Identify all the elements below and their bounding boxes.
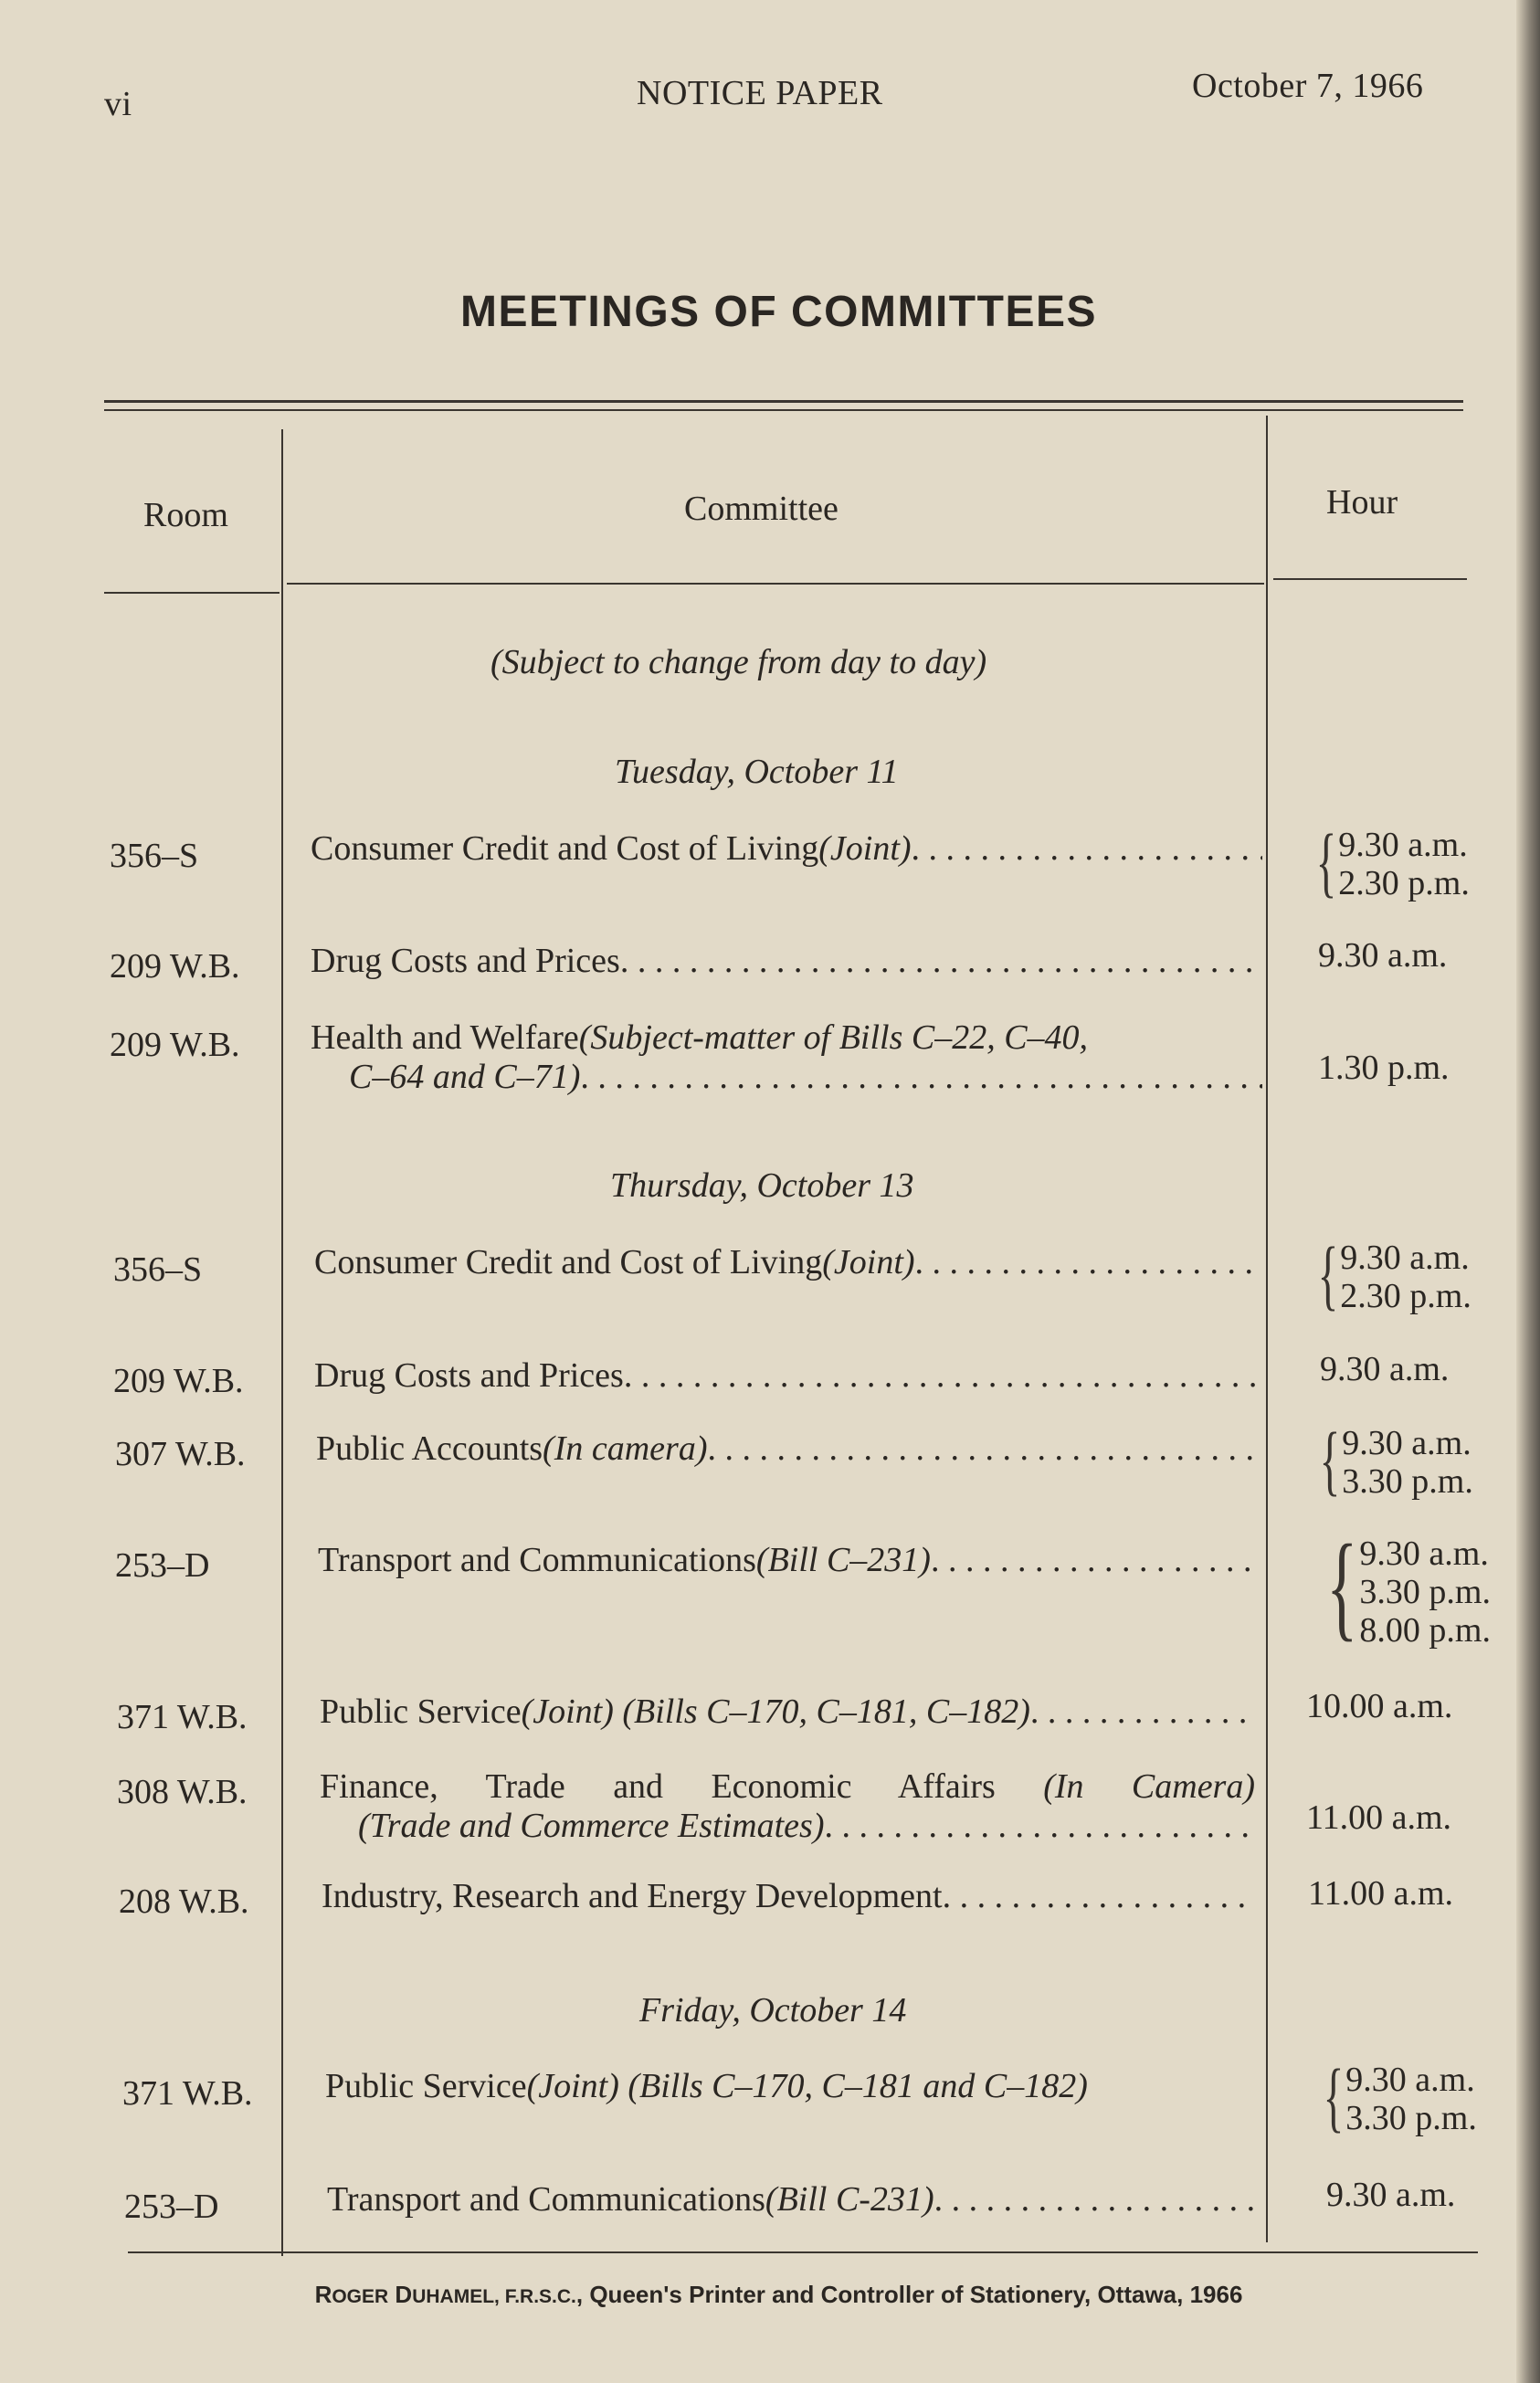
publication-title: NOTICE PAPER — [637, 74, 883, 112]
meeting-room: 253–D — [124, 2188, 219, 2226]
meeting-room: 307 W.B. — [115, 1435, 246, 1473]
meeting-committee: Consumer Credit and Cost of Living (Joint) . . . — [311, 829, 1262, 869]
meeting-room: 371 W.B. — [117, 1698, 248, 1736]
schedule-note: (Subject to change from day to day) — [490, 643, 987, 681]
header-rule-hour — [1273, 578, 1467, 580]
printer-imprint: ROGER DUHAMEL, F.R.S.C., Queen's Printer and Controller of Stationery, Ottawa, 1966 — [314, 2281, 1243, 2308]
meeting-room: 308 W.B. — [117, 1773, 248, 1811]
meeting-hour: 1.30 p.m. — [1318, 1049, 1450, 1087]
page-edge-shadow — [1516, 0, 1540, 2383]
meeting-hours: { 9.30 a.m. 3.30 p.m. — [1323, 2052, 1477, 2140]
table-bottom-rule — [128, 2251, 1478, 2253]
meeting-hour: 9.30 a.m. — [1318, 936, 1448, 975]
meeting-room: 356–S — [113, 1250, 203, 1289]
meeting-hours: { 9.30 a.m. 2.30 p.m. — [1317, 1230, 1471, 1318]
day-heading-tuesday: Tuesday, October 11 — [615, 753, 899, 791]
meeting-hour: 9.30 a.m. — [1320, 1350, 1450, 1388]
meeting-committee: Finance, Trade and Economic Affairs (In Camera) (Trade and Commerce Estimates) . . . — [320, 1767, 1255, 1846]
page-title: MEETINGS OF COMMITTEES — [459, 288, 1097, 336]
meeting-room: 209 W.B. — [113, 1362, 244, 1400]
brace-icon: { — [1317, 1230, 1339, 1318]
meeting-room: 208 W.B. — [119, 1882, 249, 1921]
brace-icon: { — [1315, 817, 1337, 905]
meeting-room: 356–S — [110, 837, 199, 875]
meeting-committee: Public Service (Joint) (Bills C–170, C–181, C–182) . . . — [320, 1692, 1255, 1732]
day-heading-friday: Friday, October 14 — [639, 1991, 907, 2030]
meeting-committee: Industry, Research and Energy Development . . . — [322, 1877, 1255, 1916]
meeting-hour: 11.00 a.m. — [1306, 1798, 1452, 1837]
table-top-rule-2 — [104, 409, 1463, 411]
meeting-hour: 10.00 a.m. — [1306, 1687, 1453, 1725]
column-divider-left — [281, 429, 283, 2256]
meeting-committee: Transport and Communications (Bill C-231) . . . — [327, 2180, 1259, 2220]
meeting-hours: { 9.30 a.m. 3.30 p.m. — [1319, 1416, 1473, 1503]
meeting-hours: { 9.30 a.m. 2.30 p.m. — [1315, 817, 1470, 905]
meeting-room: 209 W.B. — [110, 1026, 240, 1064]
meeting-committee: Consumer Credit and Cost of Living (Joint) . . . — [314, 1243, 1255, 1282]
meeting-committee: Transport and Communications (Bill C–231) . . . — [318, 1541, 1255, 1580]
meeting-committee: Public Service (Joint) (Bills C–170, C–181 and C–182) — [325, 2067, 1088, 2105]
meeting-room: 253–D — [115, 1546, 210, 1585]
publication-date: October 7, 1966 — [1192, 67, 1424, 105]
column-header-committee: Committee — [684, 490, 839, 528]
day-heading-thursday: Thursday, October 13 — [610, 1166, 914, 1205]
column-header-hour: Hour — [1326, 483, 1398, 522]
table-top-rule — [104, 400, 1463, 403]
brace-icon: { — [1319, 1416, 1341, 1503]
meeting-room: 209 W.B. — [110, 947, 240, 986]
meeting-hours: { 9.30 a.m. 3.30 p.m. 8.00 p.m. — [1326, 1521, 1491, 1652]
meeting-committee: Public Accounts (In camera) . . . — [316, 1429, 1255, 1469]
column-divider-right — [1266, 416, 1268, 2242]
column-header-room: Room — [143, 496, 228, 534]
meeting-hour: 9.30 a.m. — [1326, 2176, 1456, 2214]
meeting-committee: Drug Costs and Prices . . . — [311, 942, 1262, 981]
header-rule-room — [104, 592, 280, 594]
page-number: vi — [104, 85, 132, 123]
brace-icon: { — [1323, 2052, 1345, 2140]
header-rule-committee — [287, 583, 1264, 585]
brace-icon: { — [1326, 1521, 1358, 1652]
meeting-committee: Health and Welfare (Subject-matter of Bills C–22, C–40, C–64 and C–71) . . . — [311, 1018, 1262, 1097]
meeting-hour: 11.00 a.m. — [1308, 1874, 1454, 1913]
meeting-committee: Drug Costs and Prices . . . — [314, 1356, 1255, 1396]
meeting-room: 371 W.B. — [122, 2074, 253, 2113]
